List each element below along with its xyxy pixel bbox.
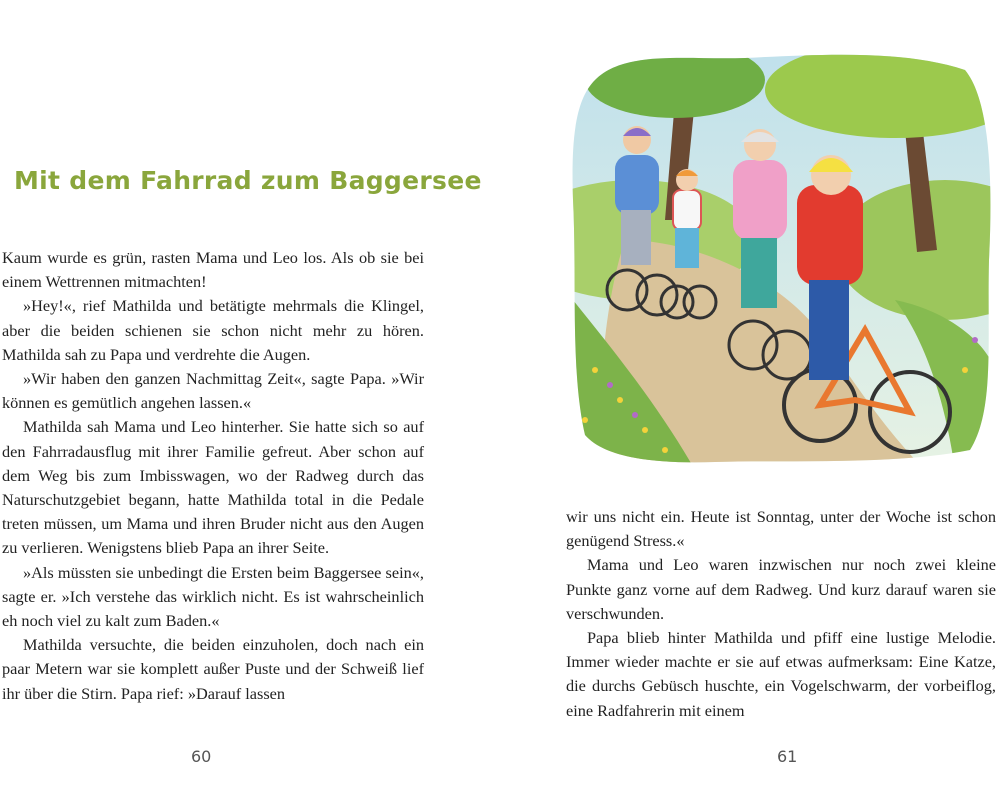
left-text-block <box>2 246 424 706</box>
right-page <box>560 0 1000 800</box>
paragraph: wir uns nicht ein. Heute ist Sonntag, unter der Woche ist schon genügend Stress.« <box>566 507 996 551</box>
paragraph: »Hey!«, rief Mathilda und betätigte mehrmals die Klingel, aber die beiden schienen sie schon nicht mehr zu hören. Mathilda sah zu Papa und verdrehte die Augen. <box>2 296 424 364</box>
paragraph: Mathilda sah Mama und Leo hinterher. Sie hatte sich so auf den Fahrradausflug mit ihrer Familie gefreut. Aber schon auf dem Weg bis zum Imbisswagen, wo der Radweg durch das Naturschutzgebiet begann, hatte Mathilda total in die Pedale treten müssen, um Mama und ihren Bruder nicht aus den Augen zu verlieren. Wenigstens blieb Papa an ihrer Seite. <box>2 417 424 558</box>
page-number: 60 <box>191 747 212 766</box>
paragraph: »Wir haben den ganzen Nachmittag Zeit«, sagte Papa. »Wir können es gemütlich angehen lassen.« <box>2 369 424 413</box>
family-cycling-illustration <box>565 40 995 465</box>
paragraph: »Als müssten sie unbedingt die Ersten beim Baggersee sein«, sagte er. »Ich verstehe das wirklich nicht. Es ist wahrscheinlich eh noch viel zu kalt zum Baden.« <box>2 562 424 631</box>
paragraph: Mathilda versuchte, die beiden einzuholen, doch nach ein paar Metern war sie komplett außer Puste und der Schweiß lief ihr über die Stirn. Papa rief: »Darauf lassen <box>2 635 424 703</box>
chapter-title: Mit dem Fahrrad zum Baggersee <box>14 166 482 195</box>
paragraph: Kaum wurde es grün, rasten Mama und Leo los. Als ob sie bei einem Wettrennen mitmachten! <box>2 248 424 292</box>
page-number: 61 <box>777 747 798 766</box>
paragraph: Mama und Leo waren inzwischen nur noch zwei kleine Punkte ganz vorne auf dem Radweg. Und kurz darauf waren sie verschwunden. <box>566 555 996 623</box>
left-page <box>0 0 482 800</box>
right-text-block <box>566 505 996 723</box>
paragraph: Papa blieb hinter Mathilda und pfiff eine lustige Melodie. Immer wieder machte er sie auf etwas aufmerksam: Eine Katze, die durchs Gebüsch huschte, ein Vogelschwarm, der vorbeiflog, eine Radfahrerin mit einem <box>566 628 996 720</box>
